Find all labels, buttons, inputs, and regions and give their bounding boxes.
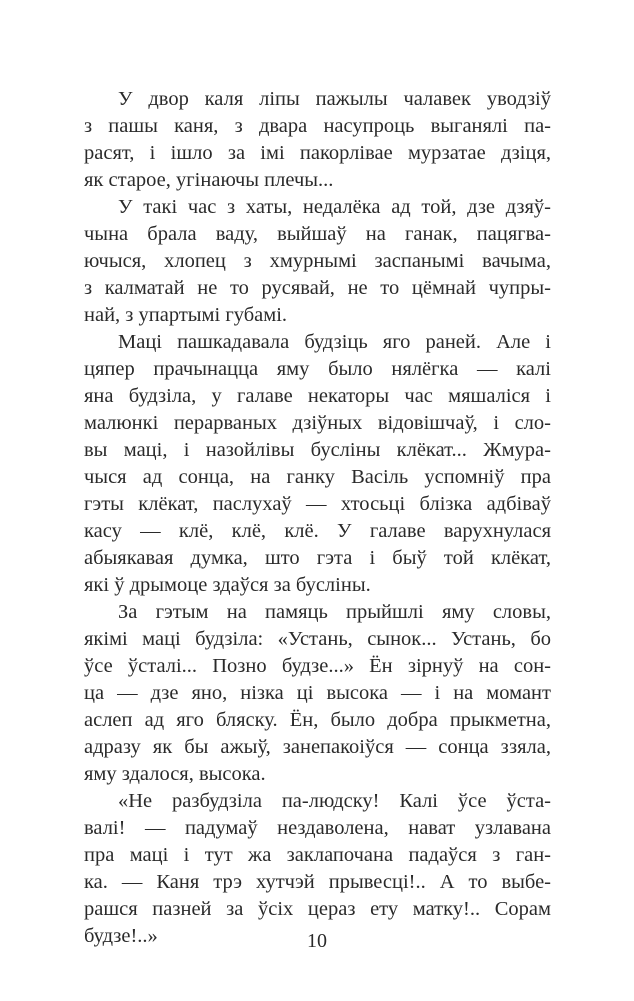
text-line: чыся ад сонца, на ганку Васіль успомніў пра <box>84 466 551 488</box>
text-line: яму здалося, высока. <box>84 763 266 785</box>
text-line: У такі час з хаты, недалёка ад той, дзе дзяў- <box>118 196 551 218</box>
text-line: рашся пазней за ўсіх цераз ету матку!.. Сорам <box>84 898 551 920</box>
text-line: най, з упартымі губамі. <box>84 304 288 326</box>
text-line: Маці пашкадавала будзіць яго раней. Але і <box>118 331 551 353</box>
text-line: гэты клёкат, паслухаў — хтосьці блізка адбіваў <box>84 493 551 515</box>
text-line: аслеп ад яго бляску. Ён, было добра прыкметна, <box>84 709 551 731</box>
text-line: малюнкі перарваных дзіўных відовішчаў, і сло- <box>84 412 551 434</box>
text-line: які ў дрымоце здаўся за бусліны. <box>84 574 371 596</box>
paragraph <box>84 599 551 788</box>
text-line: яна будзіла, у галаве некаторы час мяшаліся і <box>84 385 551 407</box>
text-line: як старое, угінаючы плечы... <box>84 169 334 191</box>
paragraph <box>84 194 551 329</box>
text-line: чына брала ваду, выйшаў на ганак, пацягва- <box>84 223 551 245</box>
text-line: цяпер прачынацца яму было нялёгка — калі <box>84 358 551 380</box>
text-line: якімі маці будзіла: «Устань, сынок... Устань, бо <box>84 628 551 650</box>
text-line: За гэтым на памяць прыйшлі яму словы, <box>118 601 551 623</box>
text-line: ка. — Каня трэ хутчэй прывесці!.. А то выбе- <box>84 871 551 893</box>
text-line: адразу як бы ажыў, занепакоіўся — сонца ззяла, <box>84 736 551 758</box>
paragraph <box>84 86 551 194</box>
text-line: пра маці і тут жа заклапочана падаўся з ган- <box>84 844 551 866</box>
text-line: У двор каля ліпы пажылы чалавек уводзіў <box>118 88 551 110</box>
paragraph <box>84 329 551 599</box>
page-body <box>84 86 551 950</box>
text-line: ца — дзе яно, нізка ці высока — і на момант <box>84 682 551 704</box>
page-number: 10 <box>307 930 327 952</box>
paragraph <box>84 788 551 950</box>
text-line: ючыся, хлопец з хмурнымі заспанымі вачыма, <box>84 250 551 272</box>
text-line: з пашы каня, з двара насупроць выганялі па- <box>84 115 551 137</box>
text-line: валі! — падумаў нездаволена, нават узлавана <box>84 817 551 839</box>
text-line: «Не разбудзіла па-людску! Калі ўсе ўста- <box>118 790 551 812</box>
text-line: касу — клё, клё, клё. У галаве варухнулася <box>84 520 551 542</box>
text-line: вы маці, і назойлівы бусліны клёкат... Жмура- <box>84 439 551 461</box>
text-line: будзе!..» <box>84 925 158 947</box>
text-line: ўсе ўсталі... Позно будзе...» Ён зірнуў на сон- <box>84 655 551 677</box>
text-line: абыякавая думка, што гэта і быў той клёкат, <box>84 547 551 569</box>
text-line: расят, і ішло за імі пакорлівае мурзатае дзіця, <box>84 142 551 164</box>
text-line: з калматай не то русявай, не то цёмнай чупры- <box>84 277 551 299</box>
